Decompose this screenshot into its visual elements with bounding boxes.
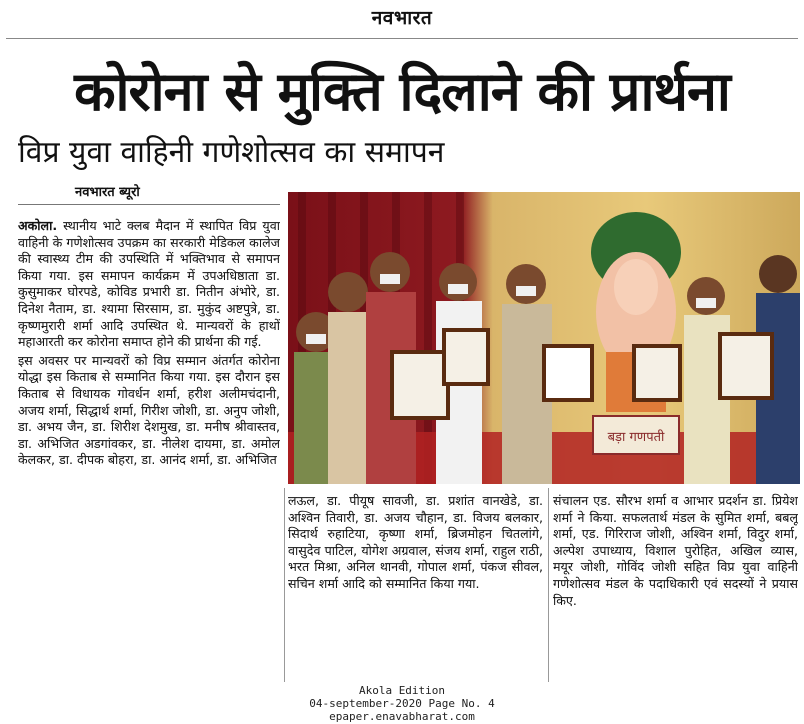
footer-date-page: 04-september-2020 Page No. 4	[309, 697, 495, 710]
article-column-3	[553, 493, 798, 693]
byline: नवभारत ब्यूरो	[75, 185, 140, 200]
article-paragraph-3: लऊल, डा. पीयूष सावजी, डा. प्रशांत वानखेडे, डा. अश्विन तिवारी, डा. अजय चौहान, डा. विजय बलकार, सिदार्थ रुहाटिया, कृष्णा शर्मा, ब्रिजमोहन चितलांगे, वासुदेव पाटिल, योगेश अग्रवाल, संजय शर्मा, राहुल राठी, भरत मिश्रा, अनिल थानवी, गोपाल शर्मा, पंकज सीवल, सचिन शर्मा आदि को सम्मानित किया गया.	[288, 493, 543, 591]
subheadline: विप्र युवा वाहिनी गणेशोत्सव का समापन	[18, 135, 445, 170]
stage-sign-text: बड़ा गणपती	[607, 430, 665, 445]
masthead: नवभारत	[371, 7, 433, 29]
column-rule-1	[284, 488, 285, 694]
article-paragraph-1	[18, 218, 280, 351]
masthead-rule	[6, 38, 798, 39]
article-paragraph-4: संचालन एड. सौरभ शर्मा व आभार प्रदर्शन डा. प्रियेश शर्मा ने किया. सफलतार्थ मंडल के सुमित शर्मा, बबलू शर्मा, एड. गिरिराज जोशी, अश्विन शर्मा, विदुर शर्मा, अल्पेश उपाध्याय, विशाल पुरोहित, अखिल व्यास, मयूर जोशी, गोविंद जोशी सहित विप्र युवा वाहिनी गणेशोत्सव मंडल के पदाधिकारी एवं सदस्यों ने प्रयास किए.	[553, 493, 798, 608]
byline-rule	[18, 204, 280, 205]
dateline: अकोला.	[18, 218, 58, 233]
footer-site: epaper.enavabharat.com	[329, 710, 475, 723]
paragraph-1-text: स्थानीय भाटे क्लब मैदान में स्थापित विप्र युवा वाहिनी के गणेशोत्सव उपक्रम का सरकारी मेडिकल कालेज की स्वास्थ्य टीम की उपस्थिति में भक्तिभाव से समापन किया गया. इस समापन कार्यक्रम में उपअधिष्ठाता डा. कुसुमाकर घोरपडे, कोविड प्रभारी डा. नितीन अंभोरे, डा. दिनेश नैताम, डा. श्यामा सिरसाम, डा. मुकुंद अष्टपुत्रे, डा. कृष्णमुरारी शर्मा आदि उपस्थित थे. मान्यवरों के हाथों महाआरती कर कोरोना समाप्त होने की प्रार्थना की गई.	[18, 218, 280, 350]
article-column-1	[18, 218, 280, 694]
headline: कोरोना से मुक्ति दिलाने की प्रार्थना	[74, 60, 730, 123]
footer-edition: Akola Edition	[358, 684, 446, 697]
article-column-2	[288, 493, 543, 693]
article-paragraph-2: इस अवसर पर मान्यवरों को विप्र सम्मान अंतर्गत कोरोना योद्धा इस किताब से सम्मानित किया गया. इस दौरान इस किताब से विधायक गोवर्धन शर्मा, हरीश अलीमचंदानी, अजय शर्मा, सिद्धार्थ शर्मा, गिरीश जोशी, डा. अनुप जोशी, डा. अभय जैन, डा. शिरीश देशमुख, डा. मनीष श्रीवास्तव, डा. अभिजित अडगांवकर, डा. नीलेश दायमा, डा. अमोल केलकर, डा. दीपक बोहरा, डा. आनंद शर्मा, डा. अभिजित	[18, 352, 280, 468]
event-photo-illustration	[288, 192, 800, 484]
column-rule-2	[548, 488, 549, 694]
event-photo	[288, 192, 800, 484]
